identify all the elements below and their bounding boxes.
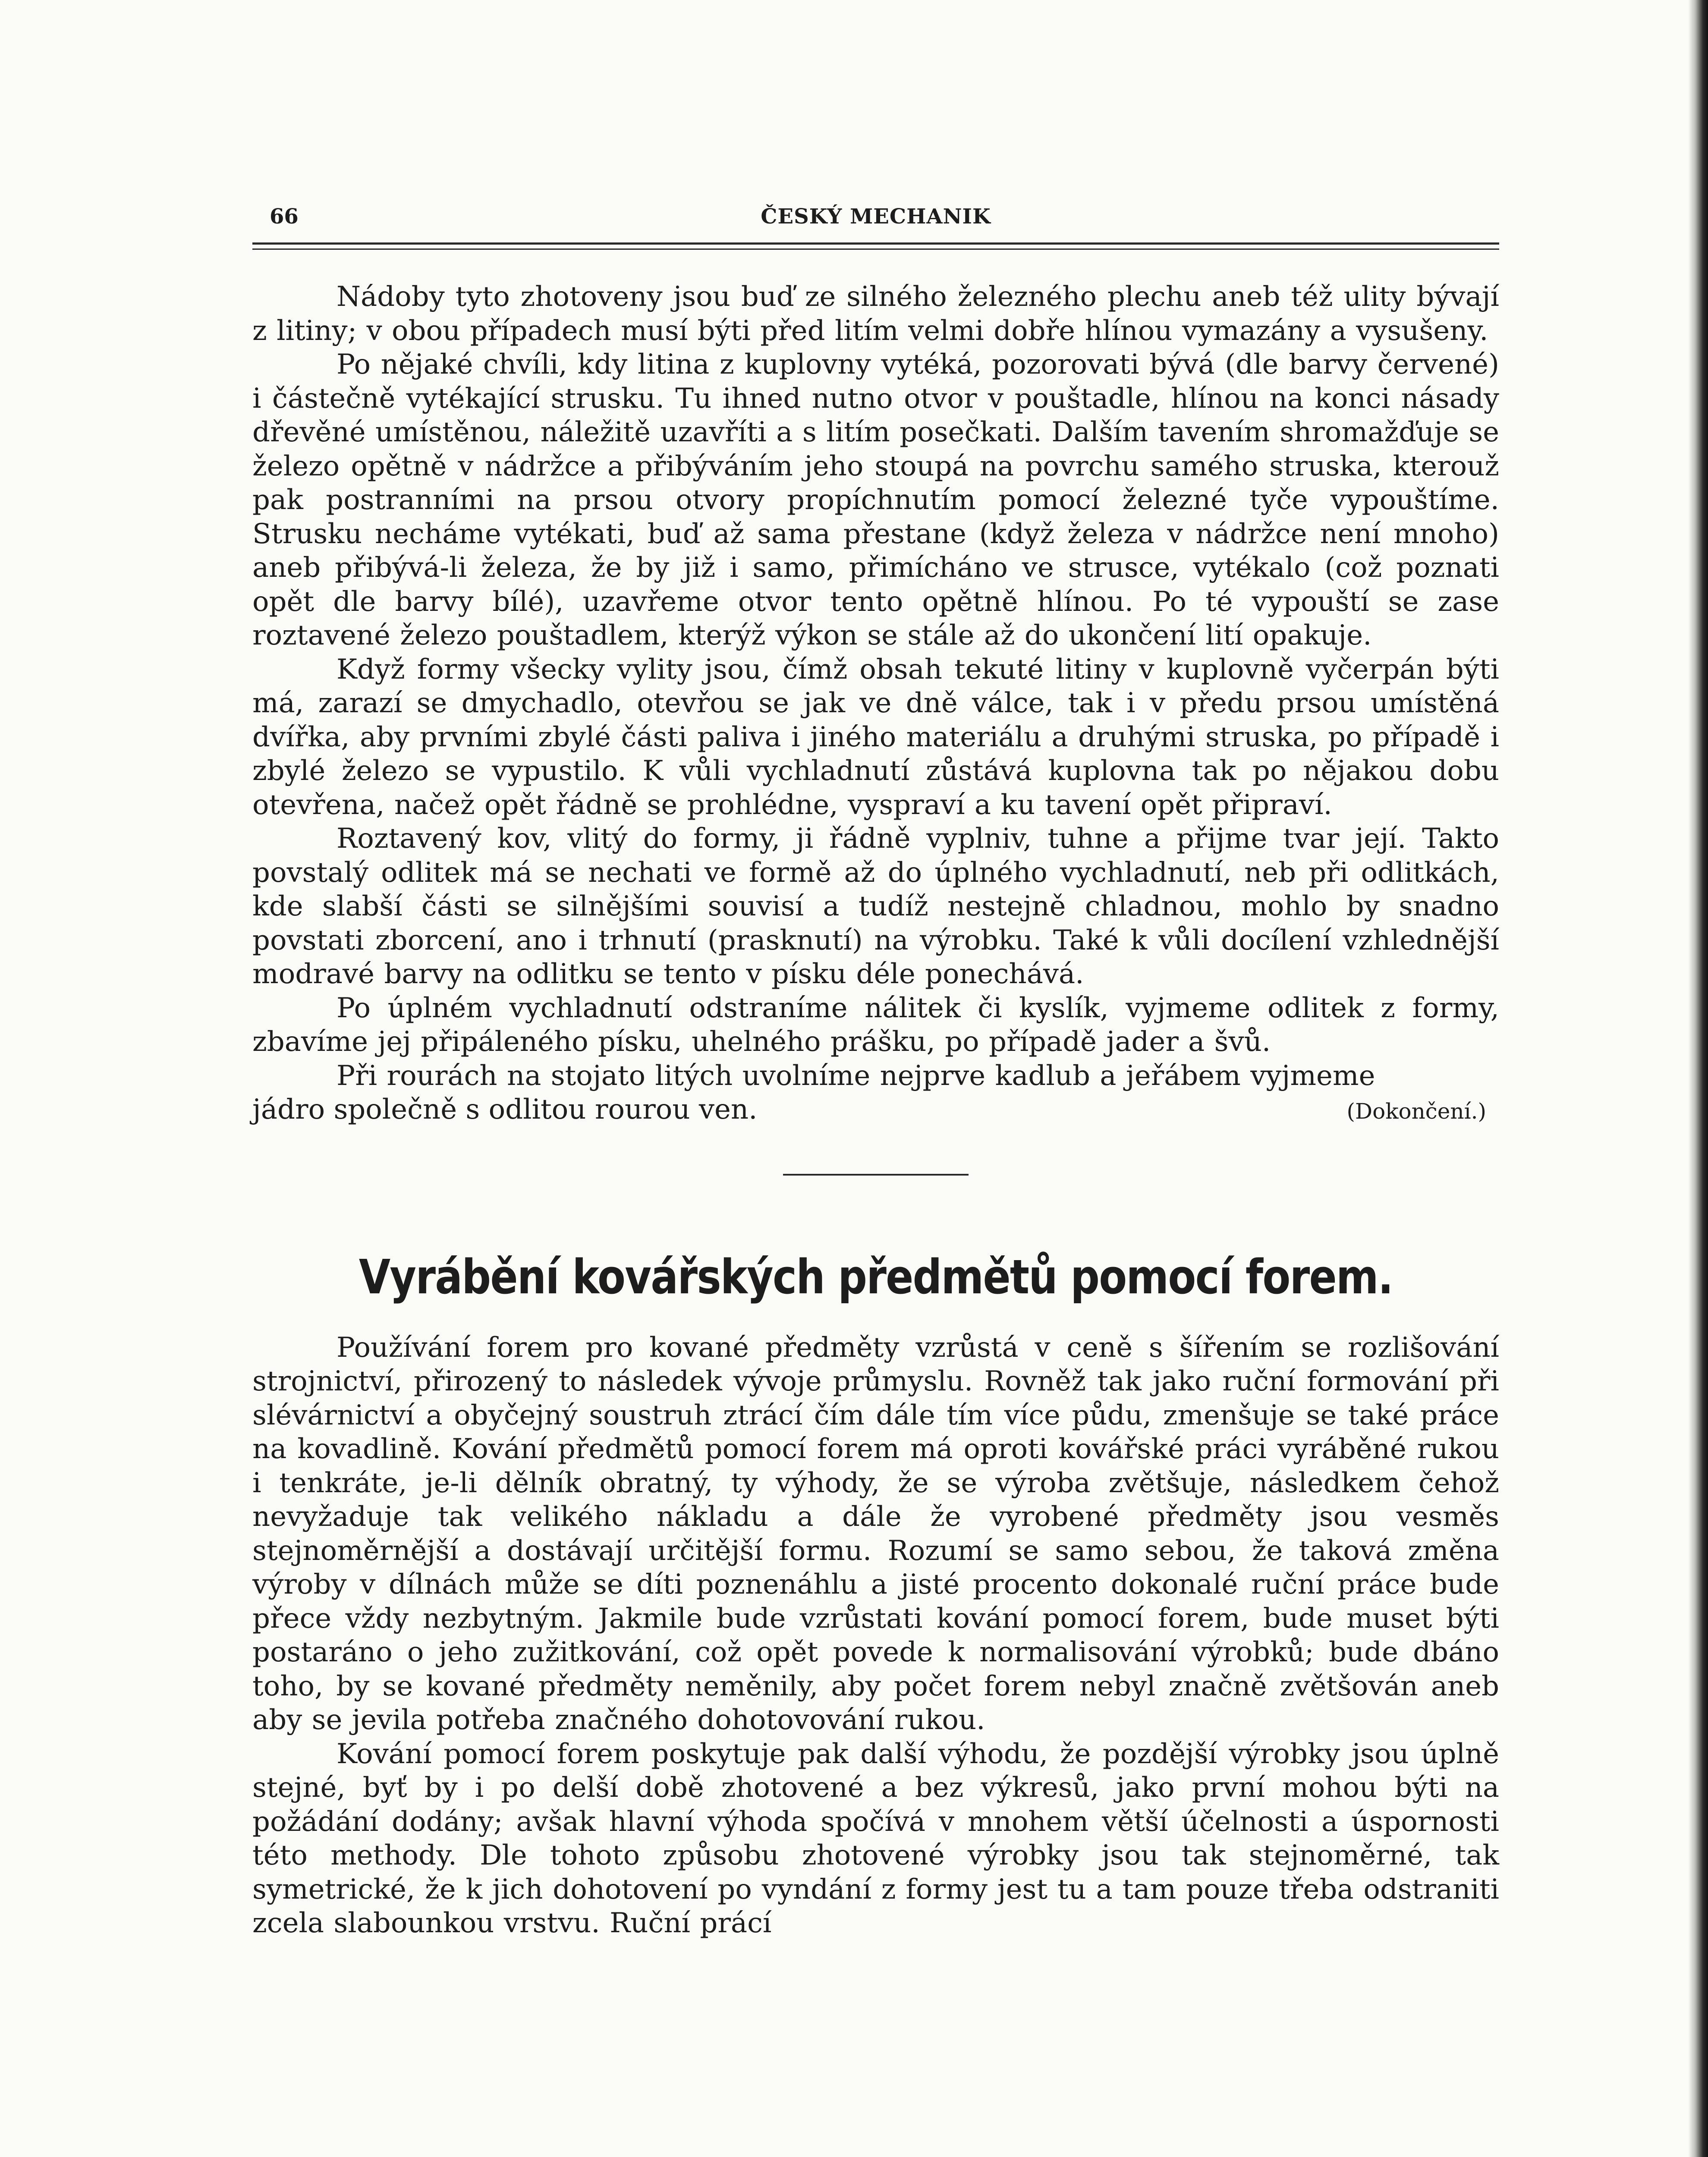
- paragraph: Kování pomocí forem poskytuje pak další výhodu, že pozdější výrobky jsou úplně stejné, byť by i po delší době zhotovené a bez výkresů, jako první mohou býti na požádání dodány; avšak hlavní výhoda spočívá v mnohem větší účelnosti a úspornosti této methody. Dle tohoto způsobu zhotovené výrobky jsou tak stejnoměrné, tak symetrické, že k jich dohotovení po vyndání z formy jest tu a tam pouze třeba odstraniti zcela slabounkou vrstvu. Ruční prácí: [252, 1738, 1499, 1939]
- paragraph: Nádoby tyto zhotoveny jsou buď ze silného železného plechu aneb též ulity bývají z litiny; v obou případech musí býti před litím velmi dobře hlínou vymazány a vysušeny.: [252, 281, 1499, 347]
- section-separator: [783, 1174, 969, 1176]
- paragraph: Po úplném vychladnutí odstraníme nálitek či kyslík, vyjmeme odlitek z formy, zbavíme jej připáleného písku, uhelného prášku, po případě jader a švů.: [252, 992, 1499, 1058]
- page-number: 66: [270, 204, 299, 229]
- final-line-text: jádro společně s odlitou rourou ven.: [252, 1094, 758, 1126]
- header-double-rule: [252, 242, 1499, 250]
- paragraph: Po nějaké chvíli, kdy litina z kuplovny vytéká, pozorovati bývá (dle barvy červené) i částečně vytékající strusku. Tu ihned nutno otvor v pouštadle, hlínou na konci násady dřevěné umístěnou, náležitě uzavříti a s litím posečkati. Dalším tavením shromažďuje se železo opětně v nádržce a přibýváním jeho stoupá na povrchu samého struska, kterouž pak postranními na prsou otvory propíchnutím pomocí železné tyče vypouštíme. Strusku necháme vytékati, buď až sama přestane (když železa v nádržce není mnoho) aneb přibývá-li železa, že by již i samo, přimícháno ve strusce, vytékalo (což poznati opět dle barvy bílé), uzavřeme otvor tento opětně hlínou. Po té vypouští se zase roztavené železo pouštadlem, kterýž výkon se stále až do ukončení lití opakuje.: [252, 349, 1499, 651]
- continued-article: [252, 280, 1499, 1129]
- end-note: (Dokončení.): [1346, 1099, 1486, 1124]
- paragraph: Roztavený kov, vlitý do formy, ji řádně vyplniv, tuhne a přijme tvar její. Takto povstalý odlitek má se nechati ve formě až do úplného vychladnutí, neb při odlitkách, kde slabší části se silnějšími souvisí a tudíž nestejně chladnou, mohlo by snadno povstati zborcení, ano i trhnutí (prasknutí) na výrobku. Také k vůli docílení vzhlednější modravé barvy na odlitku se tento v písku déle ponechává.: [252, 823, 1499, 990]
- paragraph: Když formy všecky vylity jsou, čímž obsah tekuté litiny v kuplovně vyčerpán býti má, zarazí se dmychadlo, otevřou se jak ve dně válce, tak i v předu prsou umístěná dvířka, aby prvními zbylé části paliva i jiného materiálu a druhými struska, po případě i zbylé železo se vypustilo. K vůli vychladnutí zůstává kuplovna tak po nějakou dobu otevřena, načež opět řádně se prohlédne, vyspraví a ku tavení opět připraví.: [252, 653, 1499, 821]
- journal-title: ČESKÝ MECHANIK: [761, 204, 991, 229]
- article-title: Vyrábění kovářských předmětů pomocí forem.: [359, 1249, 1393, 1305]
- final-line: [252, 1093, 1499, 1129]
- scan-binding-edge: [1688, 0, 1708, 2157]
- journal-page: [252, 203, 1499, 2157]
- paragraph-final: Při rourách na stojato litých uvolníme nejprve kadlub a jeřábem vyjmeme: [337, 1060, 1375, 1092]
- paragraph: Používání forem pro kované předměty vzrůstá v ceně s šířením se rozlišování strojnictví, přirozený to následek vývoje průmyslu. Rovněž tak jako ruční formování při slévárnictví a obyčejný soustruh ztrácí čím dále tím více půdu, zmenšuje se také práce na kovadlině. Kování předmětů pomocí forem má oproti kovářské práci vyráběné rukou i tenkráte, je-li dělník obratný, ty výhody, že se výroba zvětšuje, následkem čehož nevyžaduje tak velikého nákladu a dále že vyrobené předměty jsou vesměs stejnoměrnější a dostávají určitější formu. Rozumí se samo sebou, že taková změna výroby v dílnách může se díti poznenáhlu a jisté procento dokonalé ruční práce bude přece vždy nezbytným. Jakmile bude vzrůstati kování pomocí forem, bude muset býti postaráno o jeho zužitkování, což opět povede k normalisování výrobků; bude dbáno toho, by se kované předměty neměnily, aby počet forem nebyl značně zvětšován aneb aby se jevila potřeba značného dohotovování rukou.: [252, 1331, 1499, 1736]
- article-body: [252, 1331, 1499, 1940]
- running-head: [252, 203, 1499, 233]
